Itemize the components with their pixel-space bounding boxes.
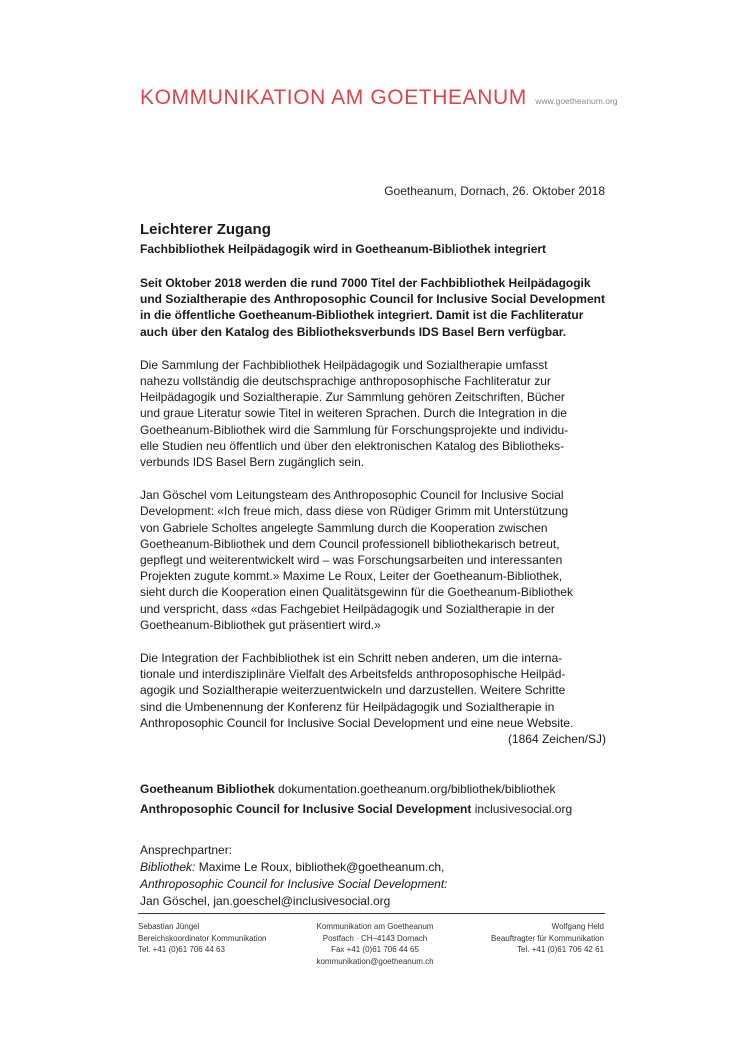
body-paragraph-3: [140, 650, 606, 747]
text-line: agogik und Sozialtherapie weiterzuentwickeln und darzustellen. Weitere Schritte: [140, 683, 566, 698]
footer-left-line: Bereichskoordinator Kommunikation: [138, 933, 267, 943]
body-paragraph-2: [140, 487, 606, 633]
text-line: von Gabriele Scholtes angelegte Sammlung durch die Kooperation zwischen: [140, 520, 548, 535]
text-line: nahezu vollständig die deutschsprachige anthroposophische Fachliteratur zur: [140, 374, 551, 389]
article-subtitle: Fachbibliothek Heilpädagogik wird in Goetheanum-Bibliothek integriert: [140, 242, 547, 256]
article-title: Leichterer Zugang: [140, 221, 271, 238]
text-line: und graue Literatur sowie Titel in weiteren Sprachen. Durch die Integration in die: [140, 406, 567, 421]
body-paragraph-1: [140, 357, 606, 470]
contact-library-text[interactable]: Maxime Le Roux, bibliothek@goetheanum.ch,: [198, 859, 445, 874]
footer-right-line: Tel. +41 (0)61 706 42 61: [517, 945, 604, 954]
text-line: Goetheanum-Bibliothek und dem Council professionell bibliothekarisch betreut,: [140, 536, 560, 551]
character-count: (1864 Zeichen/SJ): [507, 732, 606, 747]
footer-center: [270, 921, 480, 967]
text-line: sind die Umbenennung der Konferenz für Heilpädagogik und Sozialtherapie in: [140, 699, 555, 714]
brand-url[interactable]: www.goetheanum.org: [535, 96, 618, 106]
library-link-url[interactable]: dokumentation.goetheanum.org/bibliothek/bibliothek: [278, 782, 556, 796]
contact-heading: Ansprechpartner:: [140, 843, 233, 857]
text-line: Goetheanum-Bibliothek gut präsentiert wird.»: [140, 617, 381, 632]
council-link-url[interactable]: inclusivesocial.org: [474, 802, 573, 816]
contact-library-label: Bibliothek:: [140, 859, 196, 874]
footer-left: [138, 921, 267, 956]
footer-right-line: Beauftragter für Kommunikation: [491, 933, 604, 943]
text-line: Development: «Ich freue mich, dass diese von Rüdiger Grimm mit Unterstützung: [140, 504, 569, 519]
text-line: Projekten zugute kommt.» Maxime Le Roux, Leiter der Goetheanum-Bibliothek,: [140, 569, 563, 584]
footer-center-line: Fax +41 (0)61 706 44 65: [331, 945, 419, 954]
council-link-row: [140, 799, 572, 819]
text-line: Goetheanum-Bibliothek wird die Sammlung für Forschungsprojekte und individu-: [140, 422, 569, 437]
links-block: [140, 779, 572, 819]
contact-council-label-text: Anthroposophic Council for Inclusive Social Development:: [140, 877, 448, 891]
text-line: elle Studien neu öffentlich und über den elektronischen Katalog des Bibliotheks-: [140, 438, 565, 453]
text-line: Heilpädagogik und Sozialtherapie. Zur Sammlung gehören Zeitschriften, Bücher: [140, 390, 565, 405]
text-line: tionale und interdisziplinäre Vielfalt des Arbeitsfelds anthroposophische Heilpäd-: [140, 667, 566, 682]
footer-center-line: Postfach · CH–4143 Dornach: [322, 933, 428, 943]
text-line: in die öffentliche Goetheanum-Bibliothek integriert. Damit ist die Fachliteratur: [140, 308, 584, 323]
lead-paragraph: [140, 275, 606, 340]
library-link-row: [140, 779, 572, 799]
text-line: sieht durch die Kooperation einen Qualitätsgewinn für die Goetheanum-Bibliothek: [140, 585, 573, 600]
text-line: Jan Göschel vom Leitungsteam des Anthroposophic Council for Inclusive Social: [140, 488, 564, 503]
text-line: auch über den Katalog des Bibliotheksverbunds IDS Basel Bern verfügbar.: [140, 324, 567, 339]
library-link-label: Goetheanum Bibliothek: [140, 782, 275, 796]
text-line: verbunds IDS Basel Bern zugänglich sein.: [140, 455, 365, 470]
dateline: Goetheanum, Dornach, 26. Oktober 2018: [384, 184, 605, 198]
contact-council-label: [140, 876, 448, 893]
council-link-label: Anthroposophic Council for Inclusive Social Development: [140, 802, 472, 816]
footer-right: [491, 921, 604, 956]
letterhead: [140, 86, 618, 110]
footer-left-line: Sebastian Jüngel: [138, 922, 200, 931]
footer-center-line: Kommunikation am Goetheanum: [316, 922, 434, 931]
text-line: Die Sammlung der Fachbibliothek Heilpädagogik und Sozialtherapie umfasst: [140, 357, 548, 372]
text-line: Anthroposophic Council for Inclusive Social Development und eine neue Website.: [140, 715, 574, 730]
text-line: und Sozialtherapie des Anthroposophic Council for Inclusive Social Development: [140, 292, 605, 307]
footer-left-line: Tel. +41 (0)61 706 44 63: [138, 945, 225, 954]
text-line: und verspricht, dass «das Fachgebiet Heilpädagogik und Sozialtherapie in der: [140, 601, 555, 616]
text-line: Die Integration der Fachbibliothek ist ein Schritt neben anderen, um die interna-: [140, 651, 563, 666]
footer-center-email[interactable]: kommunikation@goetheanum.ch: [316, 956, 434, 966]
brand-name: KOMMUNIKATION AM GOETHEANUM: [140, 86, 527, 109]
contact-block: [140, 842, 448, 909]
text-line: Seit Oktober 2018 werden die rund 7000 Titel der Fachbibliothek Heilpädagogik: [140, 276, 591, 290]
footer-divider: [138, 913, 605, 914]
text-line: gepflegt und weiterentwickelt wird – was Forschungsarbeiten und interessanten: [140, 553, 563, 568]
article: [140, 221, 606, 747]
contact-council-text[interactable]: Jan Göschel, jan.goeschel@inclusivesocial.org: [140, 893, 391, 908]
contact-library-row: [140, 859, 448, 876]
footer-right-line: Wolfgang Held: [551, 922, 604, 931]
